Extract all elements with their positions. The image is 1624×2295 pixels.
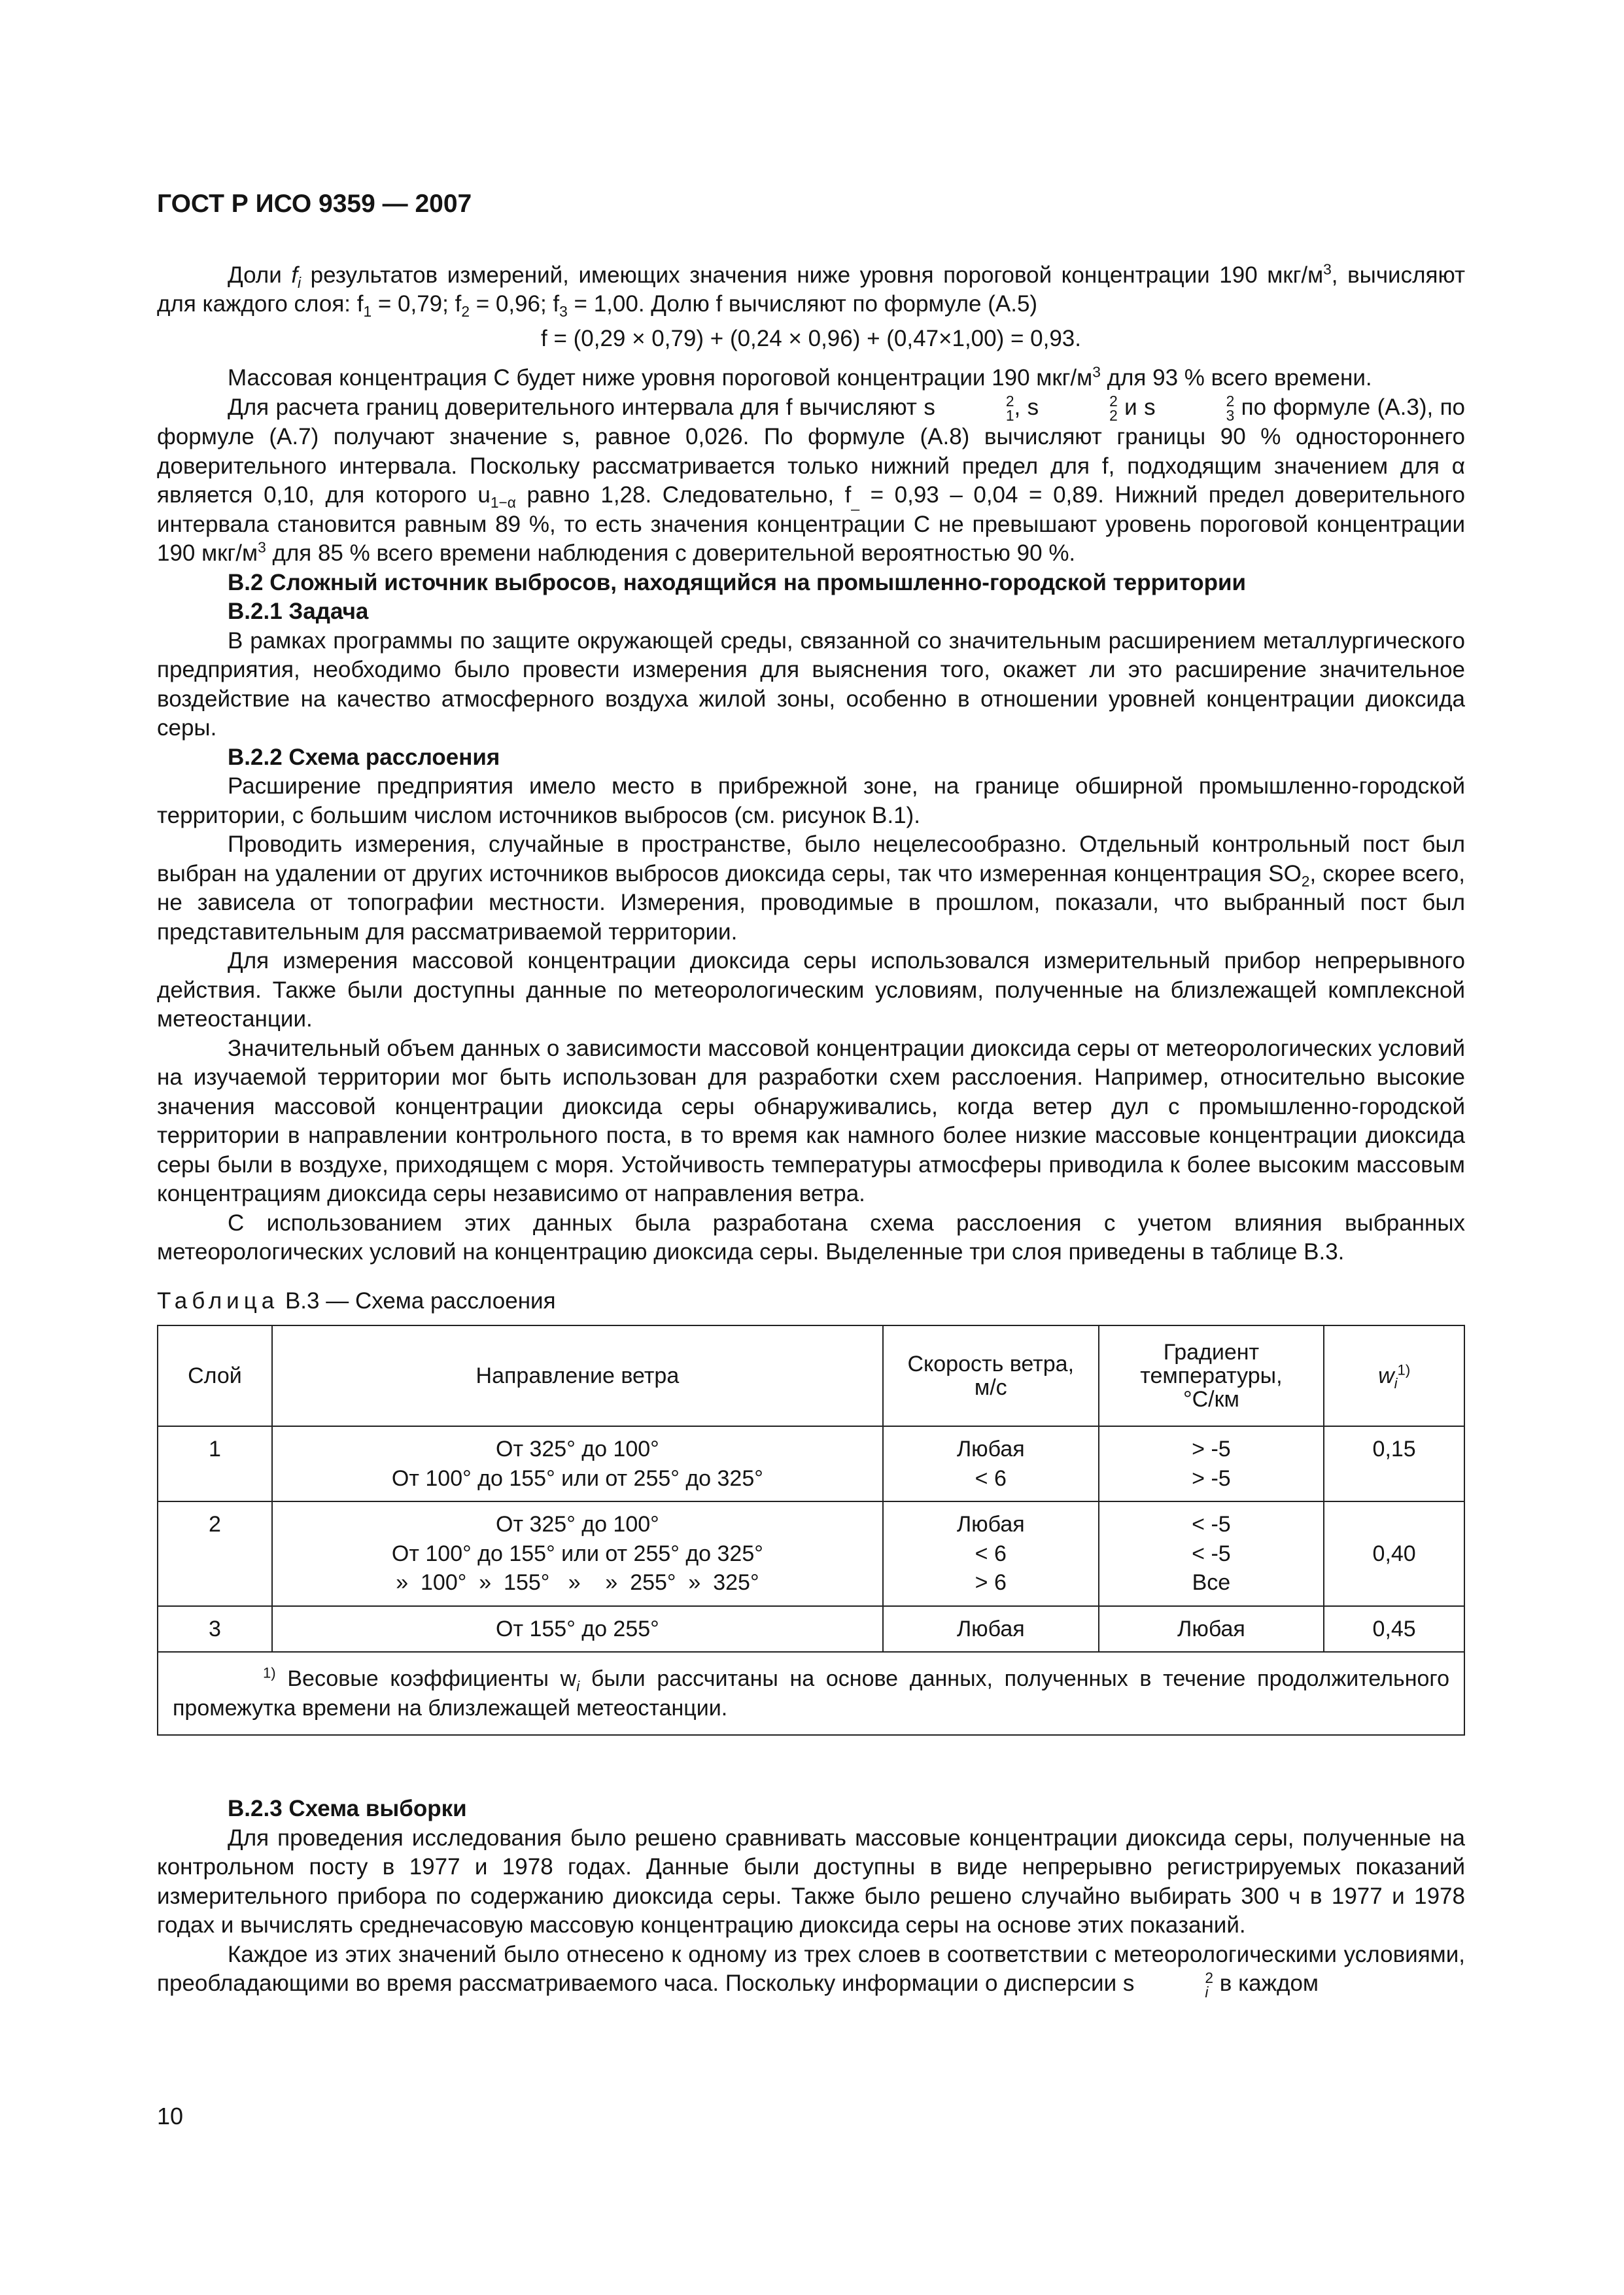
col-header-direction: Направление ветра xyxy=(272,1325,883,1426)
paragraph-b23-study: Для проведения исследования было решено сравнивать массовые концентрации диоксида серы, полученные на контрольном посту в 1977 и 1978 годах. Данные были доступны в виде непрерывно регистрируемых показаний измерительного прибора по содержанию диоксида серы. Также было решено случайно выбирать 300 ч в 1977 и 1978 годах и вычислять среднечасовую массовую концентрацию диоксида серы на основе этих показаний. xyxy=(157,1825,1465,1938)
cell-weight: 0,40 xyxy=(1324,1501,1464,1606)
paragraph-fractions: Доли $f_i$ результатов измерений, имеющих значения ниже уровня пороговой концентрации 190 мкг/$м^3$, вычисляют для каждого слоя: $f_1 = 0,79$; $f_2 = 0,96$; $f_3 = 1,00$. Долю f вычисляют по формуле (A.5) xyxy=(157,260,1465,320)
paragraph-b23-layers: Каждое из этих значений было отнесено к одному из трех слоев в соответствии с метеорологическими условиями, преобладающими во время рассматриваемого часа. Поскольку информации о дисперсии s 2 i в каждом xyxy=(157,1941,1465,2001)
paragraph-confidence-interval: Для расчета границ доверительного интервала для f вычисляют s 2 1 , s 2 2 и s 2 3 по формуле (A.3), по формуле (A.7) получают значение s, равное 0,026. По формуле (A.8) вычисляют границы 90 % одностороннего доверительного интервала. Поскольку рассматривается только нижний предел для f, подходящим значением для α является 0,10, для которого $u_{1-\alpha}$ равно 1,28. Следовательно, $f_{\_} = 0,93 - 0,04 = 0,89$. Нижний предел доверительного интервала становится равным 89 %, то есть значения концентрации С не превышают уровень пороговой концентрации 190 мкг/$м^3$ для 85 % всего времени наблюдения с доверительной вероятностью 90 %. xyxy=(157,393,1466,567)
formula-f: f = (0,29 × 0,79) + (0,24 × 0,96) + (0,47×1,00) = 0,93. xyxy=(541,325,1081,351)
section-heading-b21: B.2.1 Задача xyxy=(228,599,369,625)
col-header-weight: $w_i^{1)}$ xyxy=(1324,1325,1464,1426)
paragraph-b22-station: Проводить измерения, случайные в пространстве, было нецелесообразно. Отдельный контрольный пост был выбран на удалении от других источников выбросов диоксида серы, так что измеренная концентрация $SO_2$, скорее всего, не зависела от топографии местности. Измерения, проводимые в прошлом, показали, что выбранный пост был представительным для рассматриваемой территории. xyxy=(157,832,1465,945)
cell-weight: 0,15 xyxy=(1324,1426,1464,1501)
cell-speed: Любая < 6 xyxy=(883,1426,1099,1501)
table-row xyxy=(158,1606,1464,1653)
cell-speed: Любая xyxy=(883,1606,1099,1653)
section-heading-b22: B.2.2 Схема расслоения xyxy=(228,744,500,770)
section-heading-b2: B.2 Сложный источник выбросов, находящийся на промышленно-городской территории xyxy=(228,569,1247,595)
col-header-layer: Слой xyxy=(158,1325,272,1426)
cell-gradient: > -5 > -5 xyxy=(1099,1426,1324,1501)
col-header-speed: Скорость ветра, м/с xyxy=(883,1325,1099,1426)
cell-layer: 3 xyxy=(158,1606,272,1653)
paragraph-b22-expansion: Расширение предприятия имело место в прибрежной зоне, на границе обширной промышленно-городской территории, с большим числом источников выбросов (см. рисунок B.1). xyxy=(157,773,1465,828)
cell-gradient: < -5 < -5 Все xyxy=(1099,1501,1324,1606)
cell-gradient: Любая xyxy=(1099,1606,1324,1653)
cell-direction: От 155° до 255° xyxy=(272,1606,883,1653)
cell-layer: 1 xyxy=(158,1426,272,1501)
paragraph-b22-scheme: С использованием этих данных была разработана схема расслоения с учетом влияния выбранных метеорологических условий на концентрацию диоксида серы. Выделенные три слоя приведены в таблице B.3. xyxy=(157,1210,1465,1265)
table-footnote: $^{1)}$ Весовые коэффициенты $w_i$ были рассчитаны на основе данных, полученных в течение продолжительного промежутка времени на близлежащей метеостанции. xyxy=(158,1652,1464,1735)
paragraph-mass-concentration: Массовая концентрация С будет ниже уровня пороговой концентрации 190 мкг/$м^3$ для 93 % всего времени. xyxy=(228,363,1372,391)
col-header-gradient: Градиент температуры, °С/км xyxy=(1099,1325,1324,1426)
cell-speed: Любая < 6 > 6 xyxy=(883,1501,1099,1606)
table-row xyxy=(158,1426,1464,1501)
document-page xyxy=(157,190,1465,1999)
section-heading-b23: B.2.3 Схема выборки xyxy=(228,1796,467,1822)
page-number: 10 xyxy=(157,2103,184,2129)
table-caption: Таблица B.3 — Схема расслоения xyxy=(157,1288,556,1314)
stratification-table xyxy=(157,1325,1465,1736)
table-header-row xyxy=(158,1325,1464,1426)
cell-direction: От 325° до 100° От 100° до 155° или от 255° до 325° xyxy=(272,1426,883,1501)
paragraph-b22-instrument: Для измерения массовой концентрации диоксида серы использовался измерительный прибор непрерывного действия. Также были доступны данные по метеорологическим условиям, полученные на близлежащей комплексной метеостанции. xyxy=(157,948,1465,1032)
paragraph-b22-data: Значительный объем данных о зависимости массовой концентрации диоксида серы от метеорологических условий на изучаемой территории мог быть использован для разработки схем расслоения. Например, относительно высокие значения массовой концентрации диоксида серы обнаруживались, когда ветер дул с промышленно-городской территории в направлении контрольного поста, в то время как намного более низкие массовые концентрации диоксида серы были в воздухе, приходящем с моря. Устойчивость температуры атмосферы приводила к более высоким массовым концентрациям диоксида серы независимо от направления ветра. xyxy=(157,1035,1465,1207)
cell-layer: 2 xyxy=(158,1501,272,1606)
cell-weight: 0,45 xyxy=(1324,1606,1464,1653)
paragraph-b21: В рамках программы по защите окружающей среды, связанной со значительным расширением металлургического предприятия, необходимо было провести измерения для выяснения того, окажет ли это расширение значительное воздействие на качество атмосферного воздуха жилой зоны, особенно в отношении уровней концентрации диоксида серы. xyxy=(157,627,1465,741)
table-row xyxy=(158,1501,1464,1606)
document-header: ГОСТ Р ИСО 9359 — 2007 xyxy=(157,190,472,218)
cell-direction: От 325° до 100° От 100° до 155° или от 255° до 325° » 100° » 155° » » 255° » 325° xyxy=(272,1501,883,1606)
table-footnote-row xyxy=(158,1652,1464,1735)
